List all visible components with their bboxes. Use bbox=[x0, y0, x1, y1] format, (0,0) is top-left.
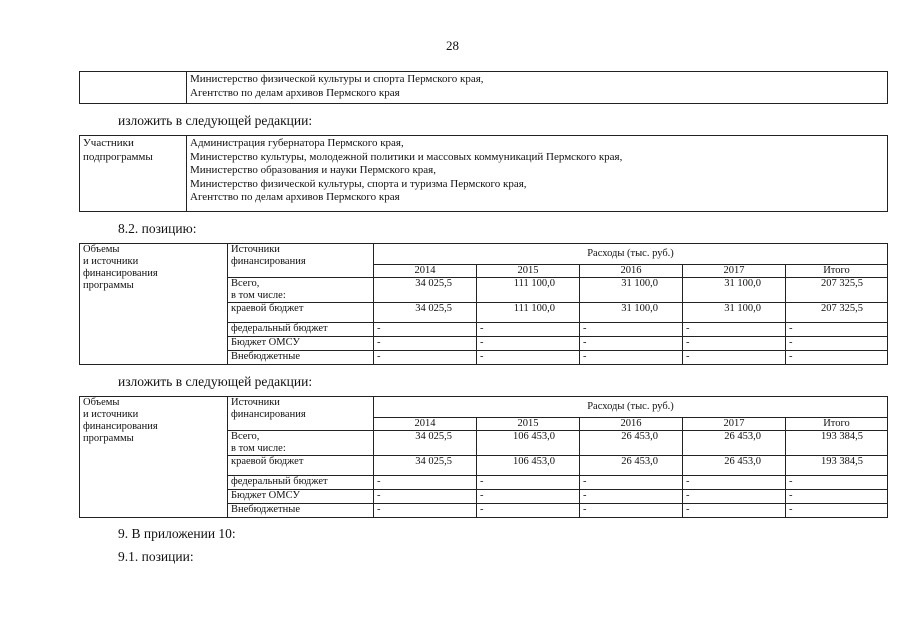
row-label: Бюджет ОМСУ bbox=[228, 490, 374, 504]
cell-value: - bbox=[477, 337, 580, 351]
cell-value: - bbox=[683, 504, 786, 518]
row-label: Всего, в том числе: bbox=[228, 431, 374, 456]
cell-value: 207 325,5 bbox=[786, 278, 888, 303]
cell-value: 31 100,0 bbox=[683, 278, 786, 303]
year-header: 2016 bbox=[580, 265, 683, 278]
cell-value: - bbox=[580, 476, 683, 490]
row-label: федеральный бюджет bbox=[228, 476, 374, 490]
cell-value: 34 025,5 bbox=[374, 456, 477, 476]
cell-value: 26 453,0 bbox=[683, 431, 786, 456]
row-label: Внебюджетные bbox=[228, 351, 374, 365]
cell-value: 111 100,0 bbox=[477, 278, 580, 303]
participant-line: Агентство по делам архивов Пермского края bbox=[190, 191, 400, 203]
cell-value: 207 325,5 bbox=[786, 303, 888, 323]
cell-value: 193 384,5 bbox=[786, 456, 888, 476]
cell-value: - bbox=[374, 490, 477, 504]
cell-value: - bbox=[786, 504, 888, 518]
participant-line: Министерство физической культуры, спорта и туризма Пермского края, bbox=[190, 177, 527, 190]
cell-value: - bbox=[477, 351, 580, 365]
row-label: краевой бюджет bbox=[228, 303, 374, 323]
sources-header: Источники финансирования bbox=[228, 244, 374, 278]
participants-new-table bbox=[79, 135, 888, 212]
cell-value: 193 384,5 bbox=[786, 431, 888, 456]
cell-value: - bbox=[374, 337, 477, 351]
cell-value: - bbox=[786, 323, 888, 337]
total-header: Итого bbox=[786, 265, 888, 278]
cell-value: 34 025,5 bbox=[374, 431, 477, 456]
row-label: федеральный бюджет bbox=[228, 323, 374, 337]
participant-line: Министерство физической культуры и спорта Пермского края, bbox=[190, 73, 484, 85]
cell-value: - bbox=[477, 504, 580, 518]
row-label: Всего, в том числе: bbox=[228, 278, 374, 303]
cell-value: - bbox=[786, 476, 888, 490]
row-label: Бюджет ОМСУ bbox=[228, 337, 374, 351]
cell-value: - bbox=[580, 351, 683, 365]
participant-line: Администрация губернатора Пермского края, bbox=[190, 137, 404, 149]
cell-value: - bbox=[683, 476, 786, 490]
cell-value: - bbox=[786, 490, 888, 504]
year-header: 2016 bbox=[580, 418, 683, 431]
cell-value: 26 453,0 bbox=[683, 456, 786, 476]
year-header: 2015 bbox=[477, 418, 580, 431]
cell-value: - bbox=[477, 323, 580, 337]
cell-value: - bbox=[580, 490, 683, 504]
financing-old-label: Объемы и источники финансирования программы bbox=[80, 244, 228, 365]
expenses-header: Расходы (тыс. руб.) bbox=[374, 244, 888, 265]
cell-value: - bbox=[683, 490, 786, 504]
cell-value: 111 100,0 bbox=[477, 303, 580, 323]
cell-value: - bbox=[580, 504, 683, 518]
financing-new-label: Объемы и источники финансирования программы bbox=[80, 397, 228, 518]
cell-value: 34 025,5 bbox=[374, 303, 477, 323]
paragraph-position-9-1: 9.1. позиции: bbox=[118, 549, 194, 564]
year-header: 2015 bbox=[477, 265, 580, 278]
financing-new-table bbox=[79, 396, 888, 518]
page-number: 28 bbox=[446, 38, 459, 53]
cell-value: 26 453,0 bbox=[580, 431, 683, 456]
cell-value: - bbox=[786, 351, 888, 365]
participants-old-table bbox=[79, 71, 888, 104]
participants-new-label: Участники подпрограммы bbox=[80, 136, 187, 212]
cell-value: - bbox=[683, 337, 786, 351]
cell-value: - bbox=[374, 504, 477, 518]
row-label: Внебюджетные bbox=[228, 504, 374, 518]
participant-line: Министерство образования и науки Пермского края, bbox=[190, 164, 436, 176]
cell-value: 106 453,0 bbox=[477, 431, 580, 456]
cell-value: 26 453,0 bbox=[580, 456, 683, 476]
sources-header: Источники финансирования bbox=[228, 397, 374, 431]
participant-line: Министерство культуры, молодежной политики и массовых коммуникаций Пермского края, bbox=[190, 150, 623, 163]
paragraph-amend-2: изложить в следующей редакции: bbox=[118, 374, 313, 389]
paragraph-position-8-2: 8.2. позицию: bbox=[118, 221, 197, 236]
year-header: 2014 bbox=[374, 418, 477, 431]
total-header: Итого bbox=[786, 418, 888, 431]
row-label: краевой бюджет bbox=[228, 456, 374, 476]
cell-value: - bbox=[374, 351, 477, 365]
participants-old-label bbox=[80, 72, 187, 104]
financing-old-table bbox=[79, 243, 888, 365]
cell-value: 106 453,0 bbox=[477, 456, 580, 476]
year-header: 2017 bbox=[683, 265, 786, 278]
cell-value: - bbox=[374, 323, 477, 337]
cell-value: - bbox=[580, 323, 683, 337]
participant-line: Агентство по делам архивов Пермского края bbox=[190, 86, 400, 99]
cell-value: - bbox=[683, 323, 786, 337]
cell-value: - bbox=[374, 476, 477, 490]
expenses-header: Расходы (тыс. руб.) bbox=[374, 397, 888, 418]
participants-new-list bbox=[187, 136, 888, 212]
year-header: 2017 bbox=[683, 418, 786, 431]
year-header: 2014 bbox=[374, 265, 477, 278]
cell-value: 31 100,0 bbox=[580, 303, 683, 323]
cell-value: 34 025,5 bbox=[374, 278, 477, 303]
cell-value: 31 100,0 bbox=[683, 303, 786, 323]
cell-value: - bbox=[580, 337, 683, 351]
cell-value: - bbox=[477, 476, 580, 490]
cell-value: 31 100,0 bbox=[580, 278, 683, 303]
participants-old-list bbox=[187, 72, 888, 104]
cell-value: - bbox=[477, 490, 580, 504]
cell-value: - bbox=[683, 351, 786, 365]
paragraph-amend-1: изложить в следующей редакции: bbox=[118, 113, 313, 128]
paragraph-appendix-10: 9. В приложении 10: bbox=[118, 526, 236, 541]
cell-value: - bbox=[786, 337, 888, 351]
